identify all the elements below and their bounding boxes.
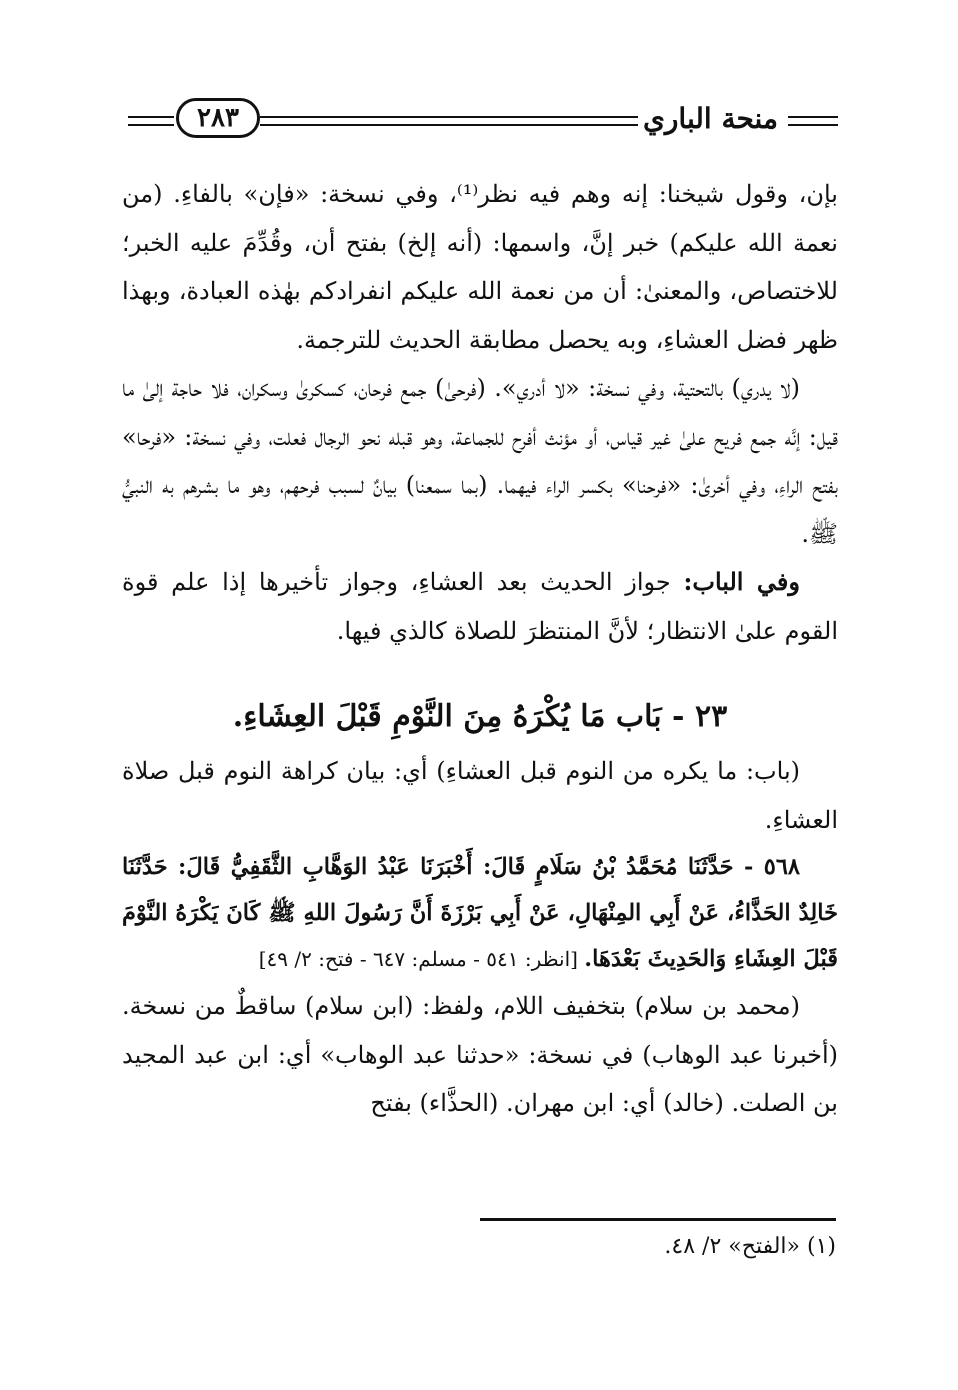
chapter-explanation: (باب: ما يكره من النوم قبل العشاءِ) أي: بيان كراهة النوم قبل صلاة العشاءِ. <box>122 757 838 834</box>
footnote: (١) «الفتح» ٢/ ٤٨. <box>664 1234 836 1259</box>
hadith-reference: [انظر: ٥٤١ - مسلم: ٦٤٧ - فتح: ٢/ ٤٩] <box>258 947 585 971</box>
running-title: منحة الباري <box>642 102 778 135</box>
section-lead-text: جواز الحديث بعد العشاءِ، وجواز تأخيرها إذا علم قوة القوم علىٰ الانتظار؛ لأنَّ المنتظرَ للصلاة كالذي فيها. <box>122 568 838 645</box>
hadith-body: ٥٦٨ - حَدَّثَنَا مُحَمَّدُ بْنُ سَلَامٍ قَالَ: أَخْبَرَنَا عَبْدُ الوَهَّابِ الثَّقَفِيُّ قَالَ: حَدَّثَنَا خَالِدٌ الحَذَّاءُ، عَنْ أَبِي المِنْهَالِ، عَنْ أَبِي بَرْزَةَ أَنَّ رَسُولَ اللهِ ﷺ كَانَ يَكْرَهُ النَّوْمَ قَبْلَ العِشَاءِ وَالحَدِيثَ بَعْدَهَا. <box>122 854 838 972</box>
header-rule-right <box>788 116 838 126</box>
main-text <box>122 170 838 1128</box>
page-number-badge: ٢٨٣ <box>176 98 260 138</box>
section-lead-label: وفي الباب: <box>683 567 800 596</box>
chapter-heading: ٢٣ - بَاب مَا يُكْرَهُ مِنَ النَّوْمِ قَبْلَ العِشَاءِ. <box>232 699 728 734</box>
page-header <box>128 98 838 146</box>
commentary-paragraph: (محمد بن سلام) بتخفيف اللام، ولفظ: (ابن سلام) ساقطٌ من نسخة. (أخبرنا عبد الوهاب) في نسخة: «حدثنا عبد الوهاب» أي: ابن عبد المجيد بن الصلت. (خالد) أي: ابن مهران. (الحذَّاء) بفتح <box>122 992 838 1117</box>
header-rule-middle <box>260 116 638 126</box>
paragraph-2: (لا يدري) بالتحتية، وفي نسخة: «لا أدري». (فرحىٰ) جمع فرحان، كسكرىٰ وسكران، فلا حاجة إلىٰ ما قيل: إنَّه جمع فريح علىٰ غير قياس، أو مؤنث أفرح للجماعة، وهو قبله نحو الرجال فعلت، وفي نسخة: «فرحا» بفتح الراءِ، وفي أخرىٰ: «فرحنا» بكسر الراء فيهما. (بما سمعنا) بيانٌ لسبب فرحهم، وهو ما بشرهم به النبيُّ ﷺ. <box>122 374 838 548</box>
hadith-text <box>122 844 838 982</box>
footnote-separator <box>480 1218 836 1221</box>
paragraph-1: بإن، وقول شيخنا: إنه وهم فيه نظر⁽¹⁾، وفي نسخة: «فإن» بالفاءِ. (من نعمة الله عليكم) خبر إنَّ، واسمها: (أنه إلخ) بفتح أن، وقُدِّمَ عليه الخبر؛ للاختصاص، والمعنىٰ: أن من نعمة الله عليكم انفرادكم بهٰذه العبادة، وبهذا ظهر فضل العشاءِ، وبه يحصل مطابقة الحديث للترجمة. <box>122 180 838 354</box>
paragraph-chapter-benefits <box>122 558 838 655</box>
header-rule-left <box>128 116 174 126</box>
